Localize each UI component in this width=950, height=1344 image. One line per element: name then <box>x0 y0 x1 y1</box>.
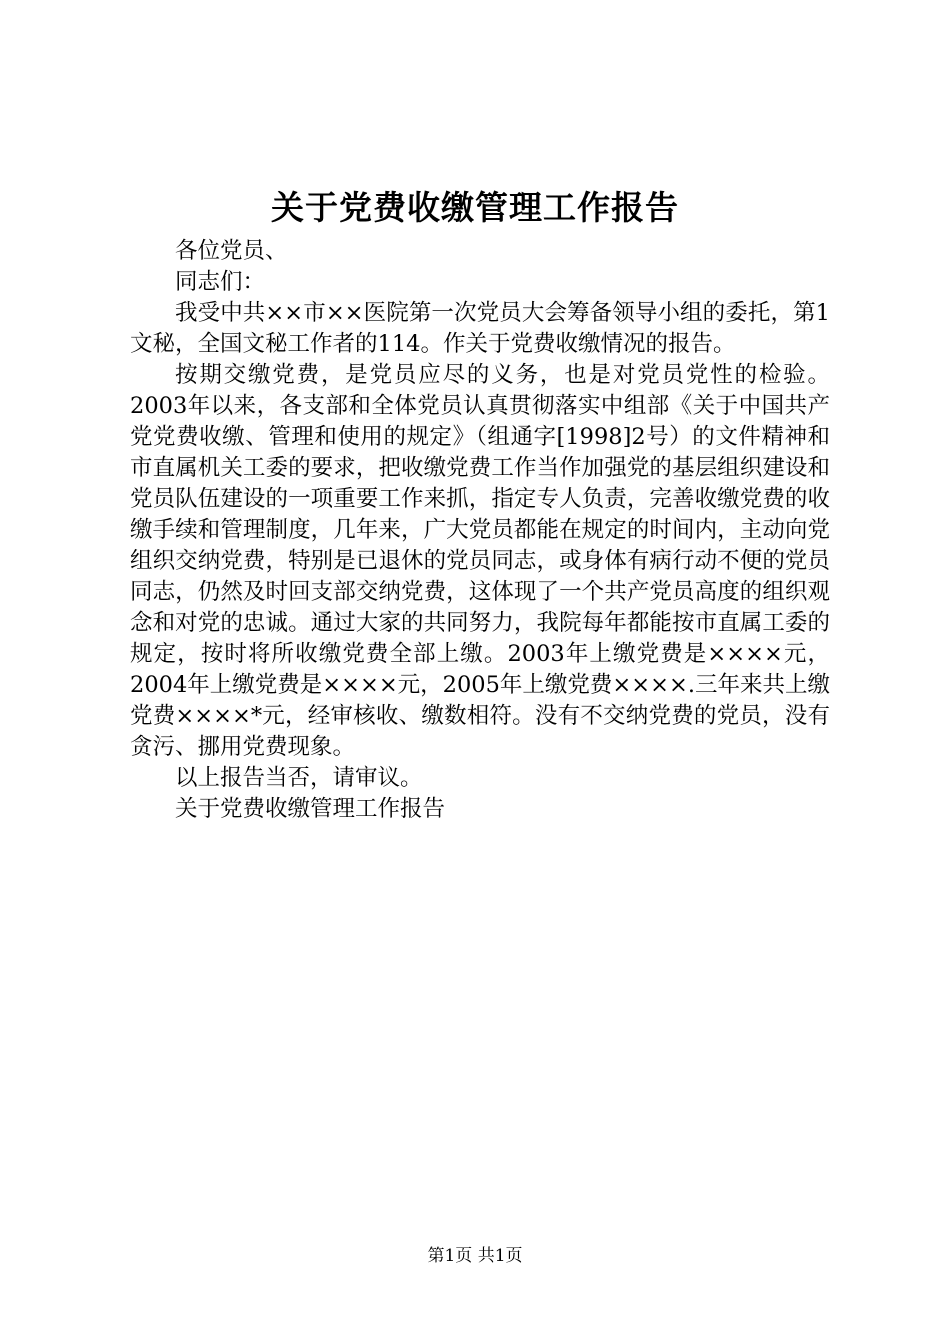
document-body <box>130 236 830 825</box>
document-title: 关于党费收缴管理工作报告 <box>271 188 679 227</box>
paragraph-signoff-title: 关于党费收缴管理工作报告 <box>175 796 446 822</box>
paragraph-main: 按期交缴党费，是党员应尽的义务，也是对党员党性的检验。2003年以来，各支部和全体党员认真贯彻落实中组部《关于中国共产党党费收缴、管理和使用的规定》（组通字[1998]2号）的文件精神和市直属机关工委的要求，把收缴党费工作当作加强党的基层组织建设和党员队伍建设的一项重要工作来抓，指定专人负责，完善收缴党费的收缴手续和管理制度，几年来，广大党员都能在规定的时间内，主动向党组织交纳党费，特别是已退休的党员同志，或身体有病行动不便的党员同志，仍然及时回支部交纳党费，这体现了一个共产党员高度的组织观念和对党的忠诚。通过大家的共同努力，我院每年都能按市直属工委的规定，按时将所收缴党费全部上缴。2003年上缴党费是××××元，2004年上缴党费是××××元，2005年上缴党费××××.三年来共上缴党费××××*元，经审核收、缴数相符。没有不交纳党费的党员，没有贪污、挪用党费现象。 <box>130 362 830 760</box>
salutation-line-2: 同志们： <box>175 269 266 295</box>
paragraph-intro: 我受中共××市××医院第一次党员大会筹备领导小组的委托，第1文秘，全国文秘工作者的114。作关于党费收缴情况的报告。 <box>130 300 830 357</box>
page-footer: 第1页 共1页 <box>427 1246 523 1266</box>
salutation-line-1: 各位党员、 <box>175 238 288 264</box>
paragraph-closing: 以上报告当否，请审议。 <box>175 765 423 791</box>
